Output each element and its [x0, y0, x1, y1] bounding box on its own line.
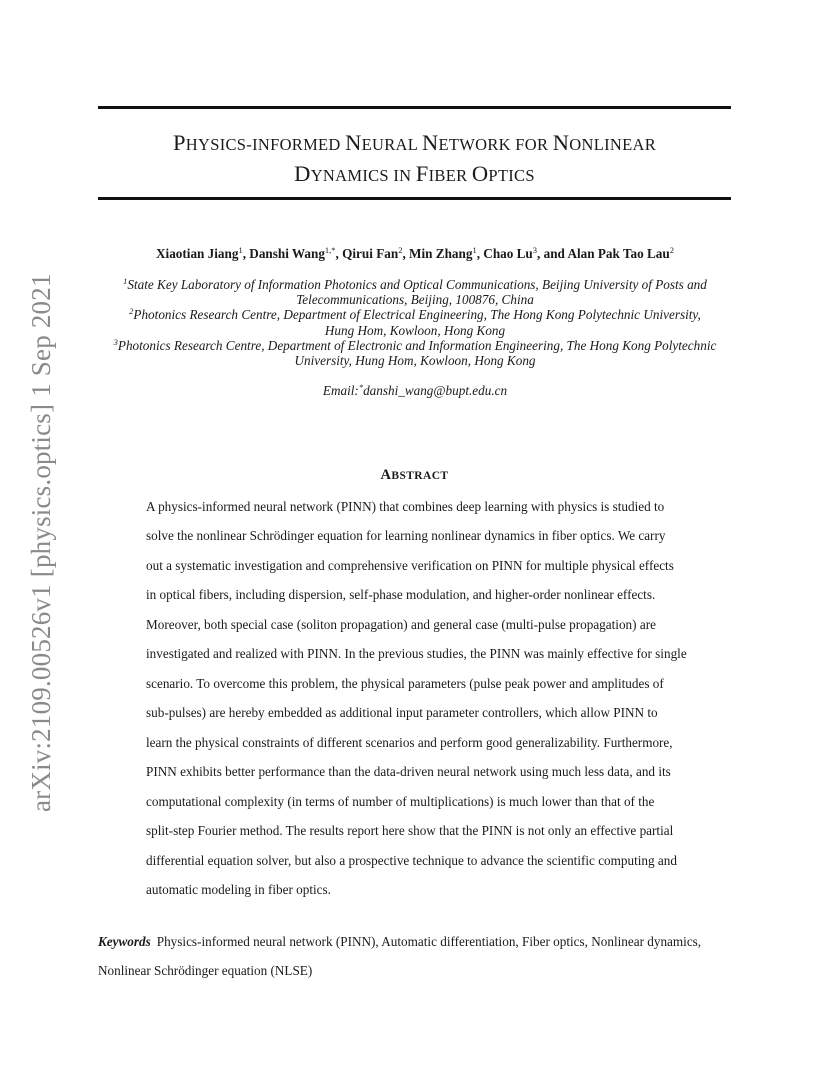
- title-word: DYNAMICS IN: [294, 161, 416, 186]
- affiliation-list: [60, 277, 770, 368]
- title-word: PHYSICS-INFORMED: [172, 130, 346, 155]
- arxiv-identifier-stamp: arXiv:2109.00526v1 [physics.optics] 1 Sep 2021: [26, 273, 56, 812]
- title-word: NEURAL: [345, 130, 422, 155]
- corresponding-mark: *: [358, 382, 364, 392]
- affiliation-line: $^1$State Key Laboratory of Information Photonics and Optical Communications, Beijing University of Posts and: [123, 276, 707, 292]
- affiliation-mark: 2: [129, 306, 134, 317]
- affiliation-line: Telecommunications, Beijing, 100876, China: [296, 292, 534, 308]
- affiliation-line: Hung Hom, Kowloon, Hong Kong: [324, 322, 506, 338]
- affiliation-mark: 3: [113, 336, 118, 347]
- affiliation-line: $^3$Photonics Research Centre, Department of Electronic and Information Engineering, The Hong Kong Polytechnic: [113, 336, 717, 353]
- abstract-line: out a systematic investigation and comprehensive verification on PINN for multiple physical effects: [146, 558, 674, 573]
- abstract-line: differential equation solver, but also a prospective technique to advance the scientific computing and: [146, 853, 677, 868]
- title-rule-bottom: [98, 197, 731, 200]
- title-word: FIBER: [415, 161, 472, 186]
- abstract-line: investigated and realized with PINN. In the previous studies, the PINN was mainly effective for single: [146, 646, 687, 661]
- keywords-line: [98, 934, 701, 950]
- title-line-1: [98, 128, 731, 159]
- email-label: Email:: [322, 383, 359, 398]
- author-name: Danshi Wang: [249, 246, 325, 261]
- title-word: NETWORK FOR: [421, 130, 553, 155]
- email-address[interactable]: danshi_wang@bupt.edu.cn: [363, 383, 508, 398]
- keywords-label: Keywords: [98, 934, 151, 949]
- abstract-line: computational complexity (in terms of number of multiplications) is much lower than that of the: [146, 794, 655, 809]
- author-list: Xiaotian Jiang$^1$, Danshi Wang$^{1,*}$, Qirui Fan$^2$, Min Zhang$^1$, Chao Lu$^3$, and Alan Pak Tao Lau$^2$: [156, 245, 674, 261]
- abstract-line: A physics-informed neural network (PINN) that combines deep learning with physics is studied to: [146, 499, 665, 514]
- abstract-line: scenario. To overcome this problem, the physical parameters (pulse peak power and amplitudes of: [146, 676, 664, 691]
- author-name: Qirui Fan: [342, 246, 399, 261]
- abstract-line: Moreover, both special case (soliton propagation) and general case (multi-pulse propagation) are: [146, 617, 656, 632]
- abstract-line: PINN exhibits better performance than the data-driven neural network using much less data, and its: [146, 764, 671, 779]
- affiliation-line: $^2$Photonics Research Centre, Department of Electrical Engineering, The Hong Kong Polytechnic University,: [129, 306, 701, 323]
- author-affiliation-mark: 3: [532, 245, 538, 255]
- author-name: Xiaotian Jiang: [156, 246, 239, 261]
- abstract-line: in optical fibers, including dispersion, self-phase modulation, and higher-order nonlinear effects.: [146, 587, 656, 602]
- author-affiliation-mark: 2: [669, 245, 674, 255]
- contact-email: [60, 383, 770, 399]
- author-affiliation-mark: 1: [472, 245, 477, 255]
- title-word: NONLINEAR: [552, 130, 657, 155]
- keywords-line: Nonlinear Schrödinger equation (NLSE): [98, 963, 313, 978]
- author-name: Alan Pak Tao Lau: [567, 246, 670, 261]
- affiliation-line: University, Hung Hom, Kowloon, Hong Kong: [294, 353, 536, 369]
- title-rule-top: [98, 106, 731, 109]
- title-word: OPTICS: [471, 161, 535, 186]
- keywords-text: Physics-informed neural network (PINN), Automatic differentiation, Fiber optics, Nonlinear dynamics,: [156, 934, 702, 949]
- abstract-line: learn the physical constraints of different scenarios and perform good generalizability. Furthermore,: [146, 735, 673, 750]
- abstract-line: sub-pulses) are hereby embedded as additional input parameter controllers, which allow PINN to: [146, 705, 658, 720]
- abstract-line: automatic modeling in fiber optics.: [146, 882, 331, 897]
- author-name: Chao Lu: [483, 246, 533, 261]
- affiliation-mark: 1: [123, 276, 128, 286]
- abstract-heading: ABSTRACT: [380, 467, 449, 483]
- paper-title: [98, 128, 731, 190]
- authors-conjunction: and: [543, 246, 565, 261]
- title-line-2: [98, 159, 731, 190]
- author-name: Min Zhang: [409, 246, 473, 261]
- author-affiliation-mark: 1,*: [324, 245, 336, 255]
- abstract-line: solve the nonlinear Schrödinger equation for learning nonlinear dynamics in fiber optics. We carry: [146, 528, 666, 543]
- author-affiliation-mark: 1: [238, 245, 243, 255]
- abstract-line: split-step Fourier method. The results report here show that the PINN is not only an effective partial: [146, 823, 674, 838]
- author-affiliation-mark: 2: [398, 245, 403, 255]
